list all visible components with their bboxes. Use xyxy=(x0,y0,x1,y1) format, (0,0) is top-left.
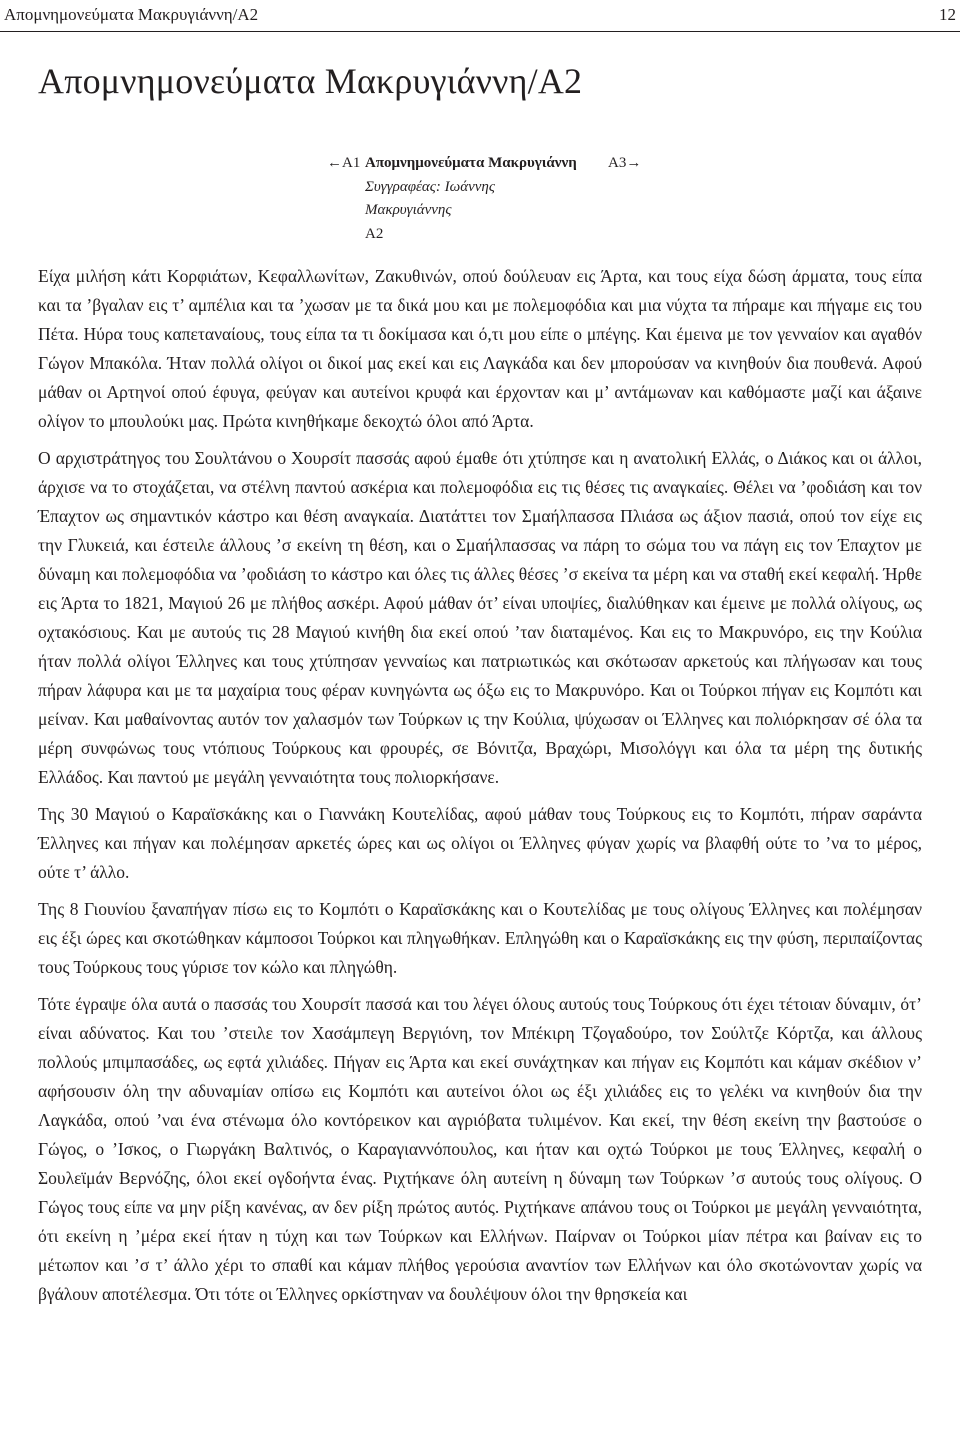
page-number: 12 xyxy=(939,5,956,24)
page-title: Απομνημονεύματα Μακρυγιάννη/Α2 xyxy=(38,61,583,101)
previous-chapter-link[interactable]: ←Α1 xyxy=(327,155,361,171)
chapter-label: Α2 xyxy=(365,225,384,242)
author-line-1: Συγγραφέας: Ιωάννης xyxy=(365,178,495,195)
header-rule xyxy=(0,31,960,32)
paragraph-4: Της 8 Γιουνίου ξαναπήγαν πίσω εις το Κομπότι ο Καραϊσκάκης και ο Κουτελίδας με τους ολίγους Έλληνες και πολέμησαν εις έξι ώρες και σκοτώθηκαν κάμποσοι Τούρκοι και πληγωθήκαν. Επληγώθη και ο Καραϊσκάκης εις την φύση, περιπαίζοντας τους Τούρκους τους γύρισε τον κώλο και πληγώθη. xyxy=(38,899,922,977)
running-header-title: Απομνημονεύματα Μακρυγιάννη/Α2 xyxy=(4,5,259,24)
paragraph-3: Της 30 Μαγιού ο Καραϊσκάκης και ο Γιαννάκη Κουτελίδας, αφού μάθαν τους Τούρκους εις το Κομπότι, πήραν σαράντα Έλληνες και πήγαν και πολέμησαν αρκετές ώρες και ως ολίγοι οι Έλληνες φύγαν χωρίς να βλαφθή ούτε το ’να το μέρος, ούτε τ’ άλλο. xyxy=(38,804,922,882)
chapter-navigation xyxy=(327,152,647,246)
body-text xyxy=(38,262,922,1317)
paragraph-5: Τότε έγραψε όλα αυτά ο πασσάς του Χουρσίτ πασσά και του λέγει όλους αυτούς τους Τούρκους ότι έχει τέτοιαν δύναμιν, ότ’ είναι αδύνατος. Και του ’στειλε τον Χασάμπεγη Βεργιόνη, τον Μπέκιρη Τζογαδούρο, τον Σούλτζε Κόρτζα, και άλλους πολλούς μπιμπασάδες, ως εφτά χιλιάδες. Πήγαν εις Άρτα και εκεί συνάχτηκαν και πήγαν εις Κομπότι και κάμαν σκέδιον ν’ αφήσουσιν όλη την αδυναμίαν οπίσω εις Κομπότι και αυτείνοι όλοι ως έξι χιλιάδες εις το γελέκι να κινηθούν δια την Λαγκάδα, οπού ’ναι ένα στένωμα όλο κοντόρεικον και αγριόβατα τυλιμένον. Και εκεί, την θέση εκείνη την βαστούσε ο Γώγος, ο ’Ισκος, ο Γιωργάκη Βαλτινός, ο Καραγιαννόπουλος, και ήταν και οχτώ Τούρκοι με τους Έλληνες, κεφαλή ο Σουλεϊμάν Βερνόζης, όλοι εκεί ογδοήντα ένας. Ριχτήκανε όλη αυτείνη η δύναμη των Τούρκων ’σ αυτούς τους ολίγους. Ο Γώγος τους είπε να μην ρίξη κανένας, αν δεν ρίξη πρώτος αυτός. Ριχτήκανε απάνου τους οι Τούρκοι με μεγάλη γενναιότητα, ότι εκείνη η ’μέρα εκεί ήταν η τύχη και των Τούρκων και Ελλήνων. Παίρναν οι Τούρκοι μίαν πέτρα και βαίναν εις το μέτωπον και ’σ τ’ άλλο χέρι το σπαθί και κάμαν πλήθος γερούσια αναντίον των Ελλήνων και όλο σκοτώνονταν χωρίς να βγάλουν αποτέλεσμα. Ότι τότε οι Έλληνες ορκίστηναν να δουλέψουν όλοι την θρησκεία και xyxy=(38,994,922,1304)
paragraph-2: Ο αρχιστράτηγος του Σουλτάνου ο Χουρσίτ πασσάς αφού έμαθε ότι χτύπησε και η ανατολική Ελλάς, ο Διάκος και οι άλλοι, άρχισε να το στοχάζεται, να στέλνη παντού ασκέρια και πολεμοφόδια εις τις θέσες τις αναγκαίες. Θέλει να ’φοδιάση και τον Έπαχτον ως σημαντικόν κάστρο και θέση αναγκαία. Διατάττει τον Σμαήλπασσα Πλιάσα ως άξιον πασιά, οπού τον είχε εις την Γλυκειά, και έστειλε άλλους ’σ εκείνη τη θέση, και ο Σμαήλπασσας να πάρη το σώμα του να πάγη εις τον Έπαχτον με δύναμη και πολεμοφόδια να ’φοδιάση το κάστρο και όλες τις άλλες θέσες ’σ εκείνα τα μέρη και να σταθή εκεί κεφαλή. Ήρθε εις Άρτα το 1821, Μαγιού 26 με πλήθος ασκέρι. Αφού μάθαν ότ’ είναι υποψίες, διαλύθηκαν και έμεινε με πολλά ολίγους, ως οχτακόσιους. Και με αυτούς τις 28 Μαγιού κινήθη δια εκεί οπού ’ταν διαταμένος. Και εις το Μακρυνόρο, εις την Κούλια ήταν πολλά ολίγοι Έλληνες και τους χτύπησαν γενναίως και πατριωτικώς και σκότωσαν αρκετούς και πλήγωσαν και τους πήραν λάφυρα και με τα μαχαίρια τους φέραν κυνηγώντα ως όξω εις το Μακρυνόρο. Και οι Τούρκοι πήγαν εις Κομπότι και μείναν. Και μαθαίνοντας αυτόν τον χαλασμόν των Τούρκων ις την Κούλια, ψύχωσαν οι Έλληνες και πολιόρκησαν σέ όλα τα μέρη συνφώνως τους ντόπιους Τούρκους και φρουρές, σε Βόνιτζα, Βραχώρι, Μισολόγγι και όλα τα μέρη της δυτικής Ελλάδος. Και παντού με μεγάλη γενναιότητα τους πολιορκήσανε. xyxy=(38,448,922,787)
running-header xyxy=(4,3,956,27)
work-title: Απομνημονεύματα Μακρυγιάννη xyxy=(365,155,577,171)
paragraph-1: Είχα μιλήση κάτι Κορφιάτων, Κεφαλλωνίτων, Ζακυθινών, οπού δούλευαν εις Άρτα, και τους είχα δώση άρματα, τους είπα και τα ’βγαλαν εις τ’ αμπέλια και τα ’χωσαν με τα δικά μου και με πολεμοφόδια και μια νύχτα τα πήραμε και πήγαμε εις του Πέτα. Ηύρα τους καπεταναίους, τους είπα τα τι δοκίμασα και ό,τι μου είπε ο μπέγης. Και έμεινα με τον γενναίον και αγαθόν Γώγον Μπακόλα. Ήταν πολλά ολίγοι οι δικοί μας εκεί και εις Λαγκάδα και δεν μπορούσαν να κινηθούν δια πουθενά. Αφού μάθαν οι Αρτηνοί οπού έφυγα, φεύγαν και αυτείνοι κρυφά και έρχονταν και μ’ αντάμωναν και καθόμαστε μαζί και άξαινε ολίγον το μπουλούκι μας. Πρώτα κινηθήκαμε δεκοχτώ όλοι από Άρτα. xyxy=(38,266,922,431)
author-line-2: Μακρυγιάννης xyxy=(365,202,452,218)
next-chapter-link[interactable]: Α3→ xyxy=(608,155,642,171)
